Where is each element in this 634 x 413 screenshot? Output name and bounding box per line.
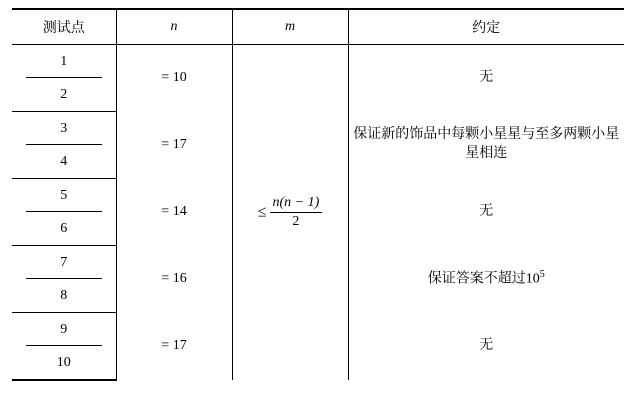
test-point-value: 6 [60,220,68,236]
test-point-value: 2 [60,86,68,102]
test-point-value: 7 [60,254,68,270]
m-denominator: 2 [292,214,300,229]
header-n: n [116,9,232,45]
cell-note: 无 [348,179,624,246]
cell-n-value: = 10 [116,45,232,112]
test-point-value: 9 [60,321,68,337]
cell-n-value: = 16 [116,246,232,313]
cell-m-value [232,45,348,381]
document-page [0,8,634,413]
cell-n-value: = 17 [116,112,232,179]
header-test-point: 测试点 [12,9,116,45]
cell-test-point [12,45,116,79]
header-note: 约定 [348,9,624,45]
test-point-value: 10 [56,354,71,370]
header-m: m [232,9,348,45]
test-point-value: 8 [60,287,68,303]
cell-test-point [12,78,116,112]
note-exponent: 5 [539,269,545,281]
table-row [12,45,624,79]
cell-test-point [12,346,116,380]
cell-test-point [12,313,116,347]
cell-n-value: = 14 [116,179,232,246]
cell-test-point [12,246,116,280]
note-text: 保证答案不超过10 [427,271,540,287]
cell-n-value: = 17 [116,313,232,381]
cell-note: 保证新的饰品中每颗小星星与至多两颗小星星相连 [348,112,624,179]
m-fraction [270,195,323,230]
m-relation: ≤ [257,203,267,221]
test-point-value: 3 [60,120,68,136]
m-numerator: n(n − 1) [270,195,323,213]
test-point-value: 1 [60,53,68,69]
cell-test-point [12,145,116,179]
test-point-value: 5 [60,187,68,203]
constraints-table [12,8,624,381]
cell-note: 无 [348,313,624,381]
cell-note [348,246,624,313]
cell-note: 无 [348,45,624,112]
cell-test-point [12,179,116,213]
cell-test-point [12,212,116,246]
table-header-row [12,9,624,45]
test-point-value: 4 [60,153,68,169]
cell-test-point [12,112,116,146]
cell-test-point [12,279,116,313]
